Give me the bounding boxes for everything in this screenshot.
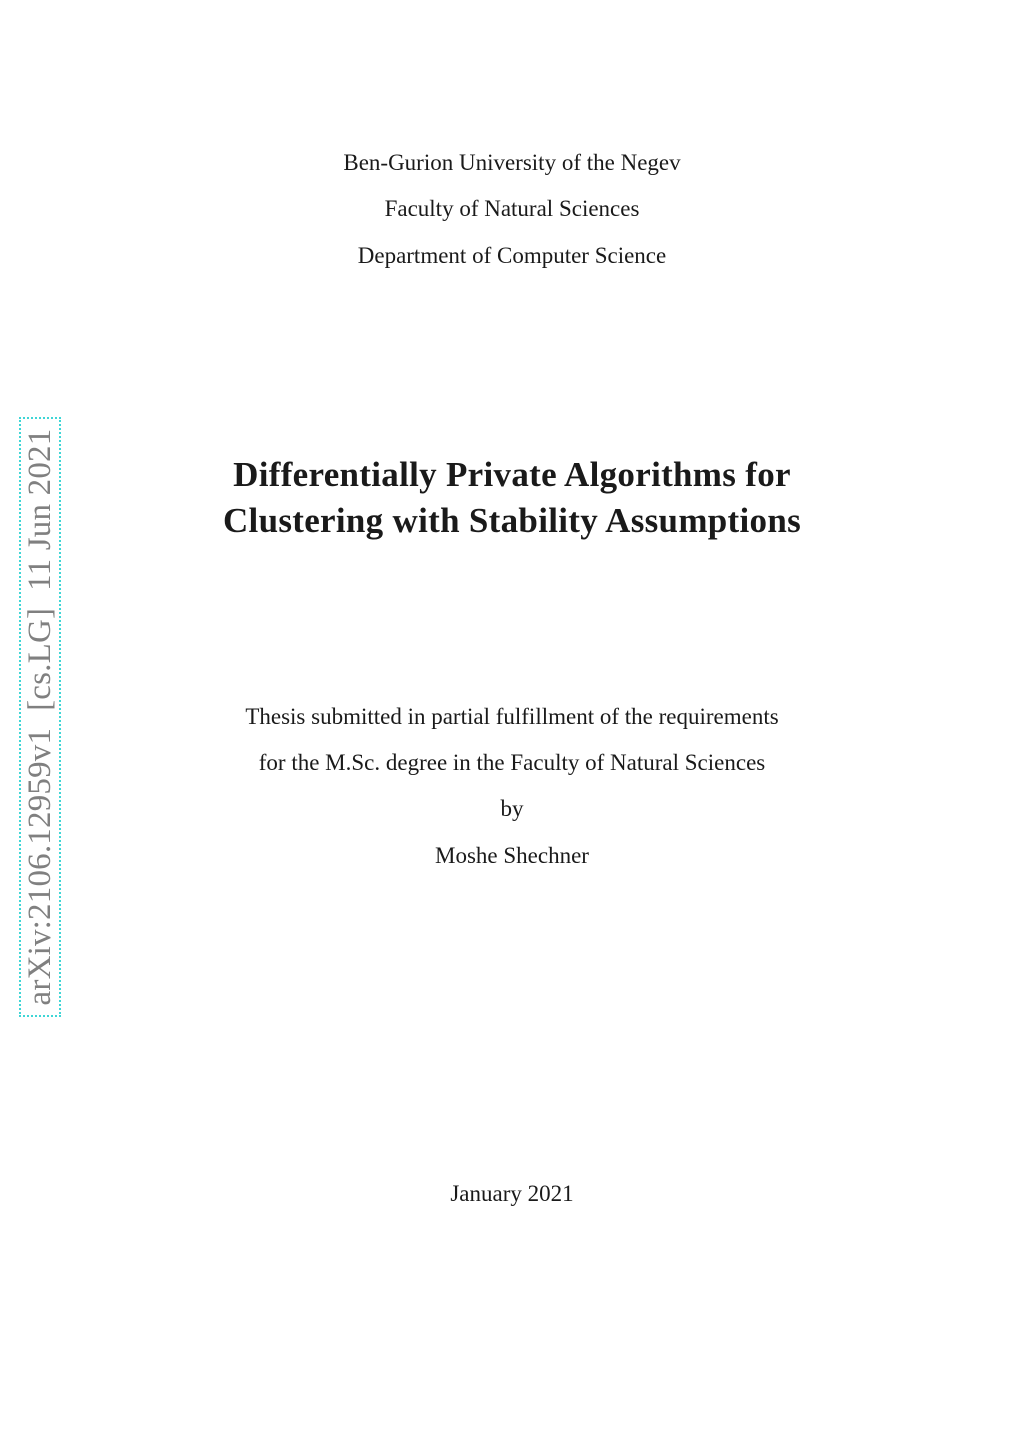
submission-statement-line-2: for the M.Sc. degree in the Faculty of Natural Sciences bbox=[258, 750, 766, 775]
author-name: Moshe Shechner bbox=[435, 843, 589, 868]
by-label: by bbox=[500, 796, 524, 821]
submission-statement-line-1: Thesis submitted in partial fulfillment of the requirements bbox=[245, 704, 779, 729]
arxiv-stamp[interactable]: arXiv:2106.12959v1 [cs.LG] 11 Jun 2021 bbox=[22, 428, 58, 1006]
faculty-name: Faculty of Natural Sciences bbox=[384, 196, 640, 221]
university-name: Ben-Gurion University of the Negev bbox=[343, 150, 681, 175]
thesis-title-line-2: Clustering with Stability Assumptions bbox=[222, 501, 802, 540]
department-name: Department of Computer Science bbox=[357, 243, 667, 268]
thesis-title-line-1: Differentially Private Algorithms for bbox=[233, 455, 791, 494]
submission-date: January 2021 bbox=[450, 1181, 574, 1206]
